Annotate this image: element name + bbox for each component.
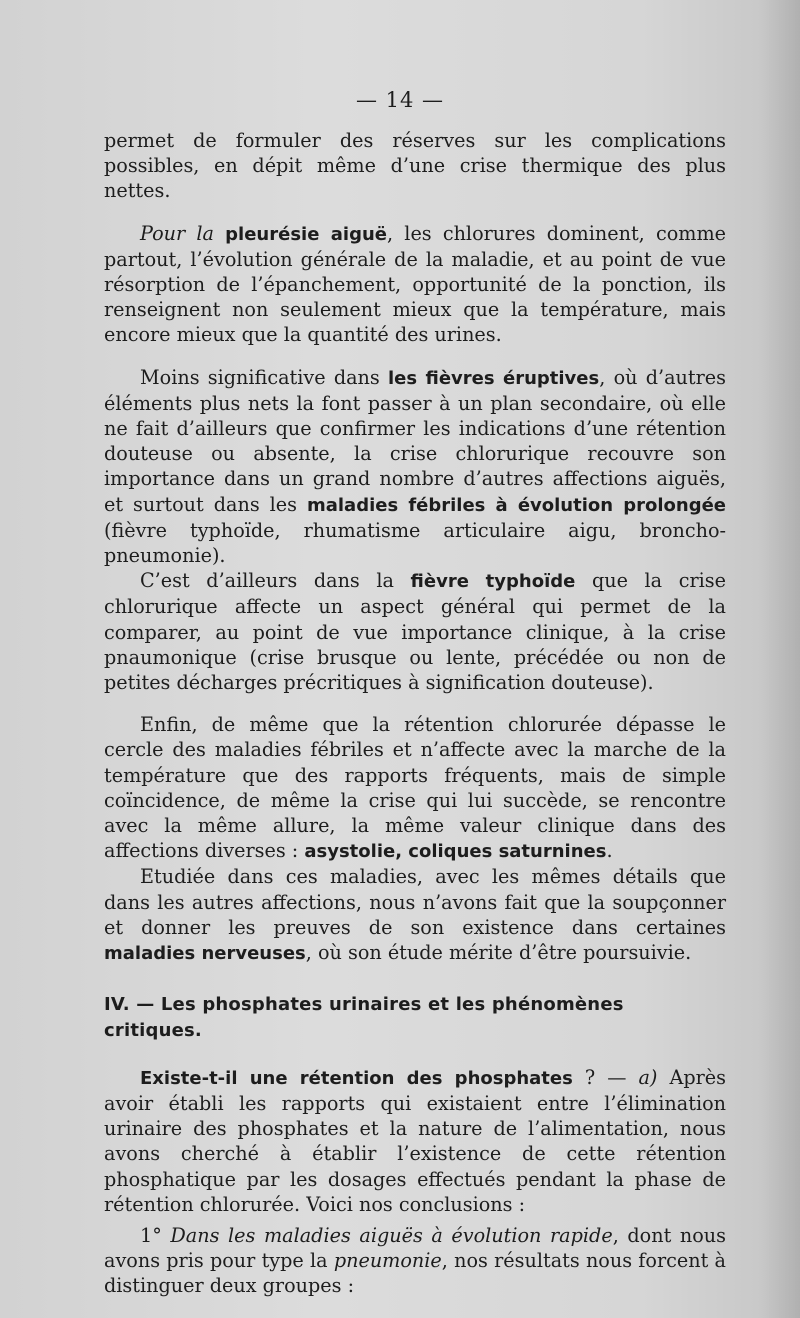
paragraph-etudiee [104, 864, 726, 966]
page-edge-shadow [760, 0, 800, 1318]
bold-term-maladies-febriles: maladies fébriles à évolution prolongée [306, 494, 726, 516]
paragraph-1: permet de formuler des réserves sur les complications possibles, en dépit même d’une crise thermique des plus nettes. [104, 129, 726, 203]
italic-text: Dans les maladies aiguës à évolution rapide [170, 1223, 613, 1247]
page-body [104, 128, 726, 1299]
bold-term-asystolie: asystolie, coliques saturnines [304, 841, 607, 863]
paragraph-text: Etudiée dans ces maladies, avec les mêmes détails que dans les autres affections, nous n’avons fait que la soupçonner et donner les preuves de son existence dans certaines [104, 865, 726, 939]
paragraph-text: Après avoir établi les rapports qui existaient entre l’élimination urinaire des phosphates et la nature de l’alimentation, nous avons cherché à établir l’existence de cette rétention phosphatique par les dosages effectués pendant la phase de rétention chlorurée. Voici nos conclusions : [104, 1065, 726, 1216]
paragraph-text: , dont nous avons pris pour type la [104, 1223, 726, 1273]
paragraph-text: C’est d’ailleurs dans la [140, 569, 411, 593]
paragraph-enfin [104, 712, 726, 864]
section-heading: IV. — Les phosphates urinaires et les phénomènes critiques. [104, 994, 624, 1041]
bold-term-fievre-typhoide: fièvre typhoïde [410, 571, 576, 593]
paragraph-text: , où d’autres éléments plus nets la font passer à un plan secondaire, où elle ne fait d’ailleurs que confirmer les indications d’une rétention douteuse ou absente, la crise chlorurique recouvre son importance dans un grand nombre d’autres affections aiguës, et surtout dans les [104, 365, 726, 516]
italic-text: a) [638, 1065, 658, 1089]
paragraph-text: Moins significative dans [140, 365, 388, 389]
italic-text: Pour la [140, 221, 226, 245]
paragraph-text: . [606, 839, 613, 863]
bold-term-fievres-eruptives: les fièvres éruptives [388, 367, 600, 389]
paragraph-text: 1° [140, 1223, 171, 1247]
paragraph-text: , les chlorures dominent, comme partout, l’évolution générale de la maladie, et au point de vue résorption de l’épanchement, opportunité de la ponction, ils renseignent non seulement mieux que la température, mais encore mieux que la quantité des urines. [104, 221, 726, 347]
paragraph-text: Enfin, de même que la rétention chlorurée dépasse le cercle des maladies fébriles et n’affecte avec la marche de la température que des rapports fréquents, mais de simple coïncidence, de même la crise qui lui succède, se rencontre avec la même allure, la même valeur clinique dans des affections diverses : [104, 713, 726, 863]
paragraph-fievre-typhoide [104, 568, 726, 695]
page-number: — 14 — [355, 88, 445, 112]
paragraph-text: que la crise chlorurique affecte un aspect général qui permet de la comparer, au point de vue importance clinique, à la crise pnaumonique (crise brusque ou lente, précédée ou non de petites décharges précritiques à signification douteuse). [104, 569, 726, 695]
paragraph-text: (fièvre typhoïde, rhumatisme articulaire aigu, broncho-pneumonie). [104, 518, 726, 568]
italic-text: pneumonie [333, 1249, 442, 1273]
paragraph-maladies-aigues [104, 1223, 726, 1299]
paragraph-retention-phosphates [104, 1065, 726, 1217]
paragraph-text: , où son étude mérite d’être poursuivie. [305, 941, 692, 965]
bold-term-maladies-nerveuses: maladies nerveuses [104, 943, 306, 965]
bold-term-pleuresie: pleurésie aiguë [225, 223, 388, 245]
bold-term-retention-phosphates: Existe-t-il une rétention des phosphates [140, 1067, 573, 1089]
paragraph-text: ? — [572, 1065, 639, 1089]
paragraph-fievres-eruptives [104, 365, 726, 569]
paragraph-pleuresie [104, 221, 726, 348]
paragraph-text: , nos résultats nous forcent à distinguer deux groupes : [104, 1249, 726, 1298]
